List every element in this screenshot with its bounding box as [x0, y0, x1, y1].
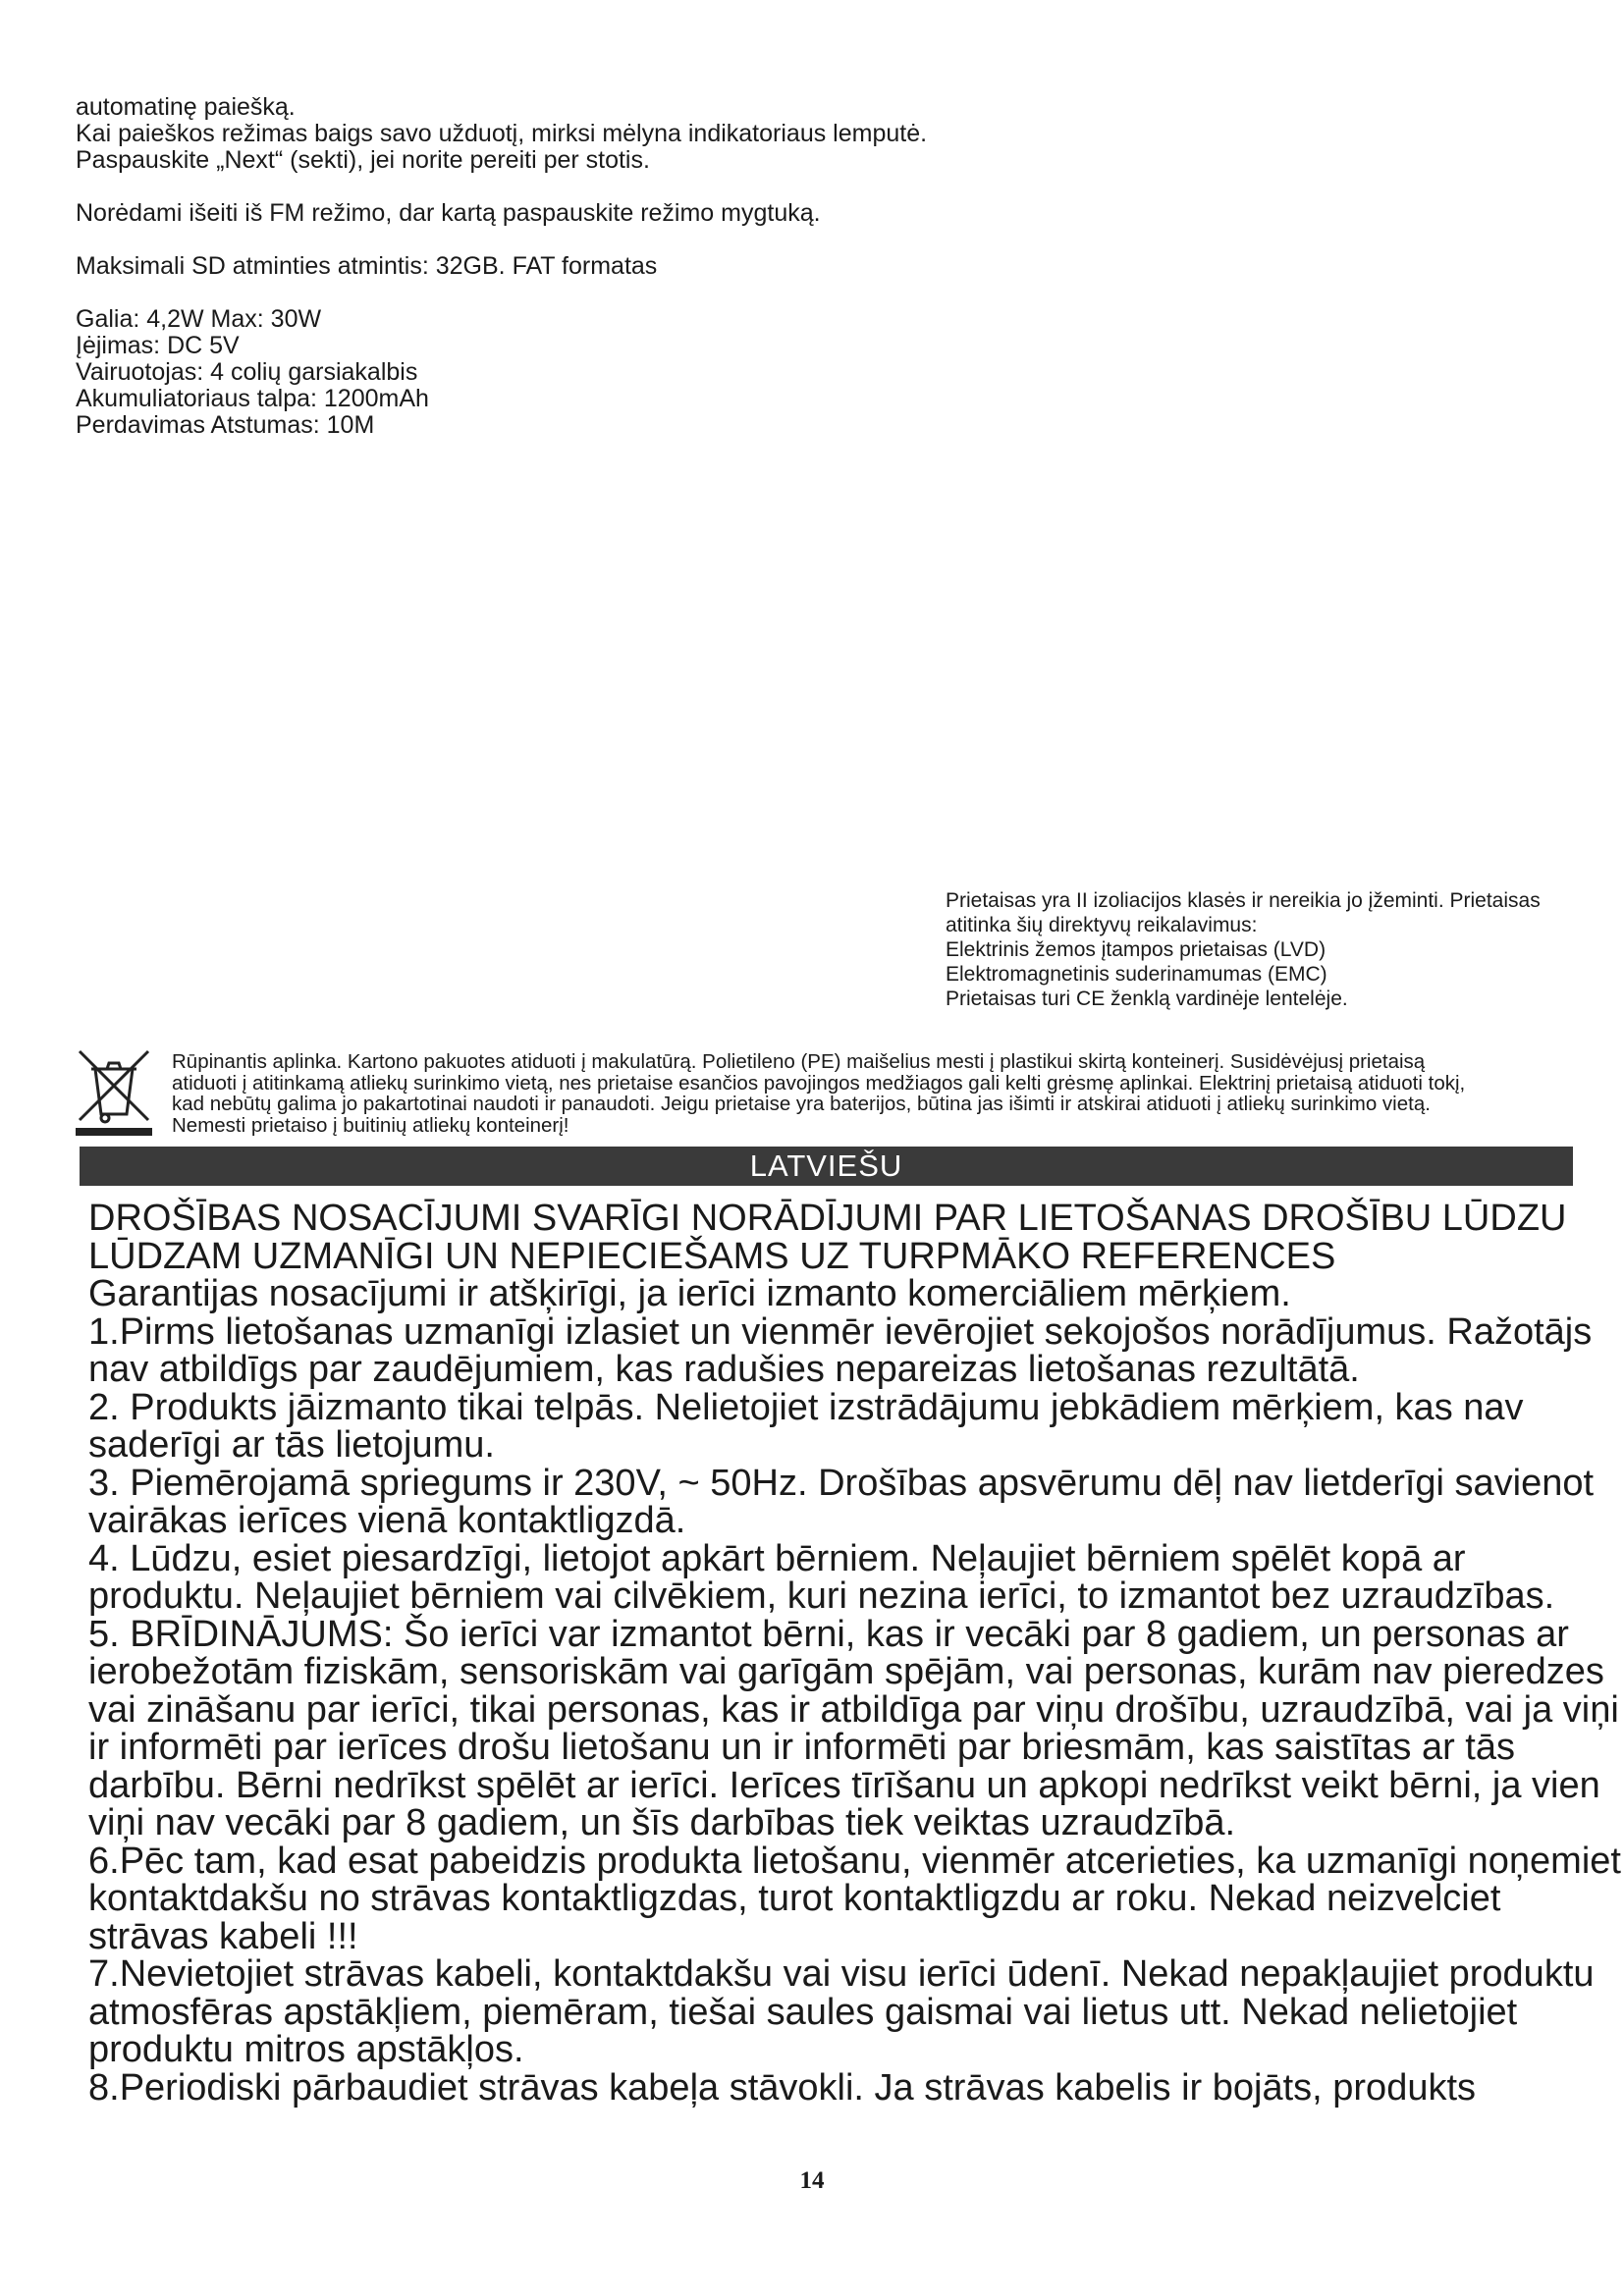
text-line: 5. BRĪDINĀJUMS: Šo ierīci var izmantot bērni, kas ir vecāki par 8 gadiem, un personas ar [88, 1613, 1569, 1655]
text-line: vai zināšanu par ierīci, tikai personas, kas ir atbildīga par viņu drošību, uzraudzībā, vai ja viņi [88, 1688, 1619, 1731]
text-line: Maksimali SD atminties atmintis: 32GB. FAT formatas [76, 252, 658, 280]
text-line: vairākas ierīces vienā kontaktligzdā. [88, 1500, 686, 1541]
text-line: saderīgi ar tās lietojumu. [88, 1424, 495, 1466]
text-line: nav atbildīgs par zaudējumiem, kas radušies nepareizas lietošanas rezultātā. [88, 1349, 1360, 1390]
text-line: 4. Lūdzu, esiet piesardzīgi, lietojot apkārt bērniem. Neļaujiet bērniem spēlēt kopā ar [88, 1537, 1466, 1579]
spec-line: Akumuliatoriaus talpa: 1200mAh [76, 385, 429, 412]
text-line: Norėdami išeiti iš FM režimo, dar kartą paspauskite režimo mygtuką. [76, 199, 821, 227]
safety-class-info [946, 888, 1574, 1011]
text-line: atmosfēras apstākļiem, piemēram, tiešai saules gaismai vai lietus utt. Nekad nelietojiet [88, 1991, 1518, 2033]
lithuanian-instructions [76, 94, 1156, 439]
text-line: Prietaisas turi CE ženklą vardinėje lentelėje. [946, 988, 1348, 1010]
text-line: Paspauskite „Next“ (sekti), jei norite pereiti per stotis. [76, 146, 650, 174]
text-line: automatinę paiešką. [76, 93, 296, 121]
spec-line: Vairuotojas: 4 colių garsiakalbis [76, 358, 418, 386]
environment-notice: Rūpinantis aplinka. Kartono pakuotes atiduoti į makulatūrą. Polietileno (PE) maišelius mesti į plastikui skirtą konteinerį. Susidėvėjusį prietaisą atiduoti į atitinkamą atliekų surinkimo vietą, nes prietaise esančios pavojingos medžiagos gali kelti grėsmę aplinkai. Elektrinį prietaisą atiduoti tokį, kad nebūtų galima jo pakartotinai naudoti ir panaudoti. Jeigu prietaise yra baterijos, būtina jas išimti ir atskirai atiduoti į atliekų surinkimo vietą. Nemesti prietaiso į buitinių atliekų konteinerį! [172, 1050, 1466, 1137]
text-line: kontaktdakšu no strāvas kontaktligzdas, turot kontaktligzdu ar roku. Nekad neizvelciet [88, 1878, 1501, 1919]
text-line: 8.Periodiski pārbaudiet strāvas kabeļa stāvokli. Ja strāvas kabelis ir bojāts, produkts [88, 2066, 1477, 2109]
page-number: 14 [799, 2167, 825, 2194]
spec-line: Įėjimas: DC 5V [76, 332, 240, 359]
text-line: Elektrinis žemos įtampos prietaisas (LVD) [946, 938, 1326, 961]
text-line: Kai paieškos režimas baigs savo užduotį, mirksi mėlyna indikatoriaus lemputė. [76, 120, 928, 147]
text-line: ir informēti par ierīces drošu lietošanu un ir informēti par briesmām, kas saistītas ar tās [88, 1727, 1515, 1768]
section-banner: LATVIEŠU [80, 1147, 1573, 1186]
latvian-safety-instructions [88, 1198, 1621, 2109]
text-line: 2. Produkts jāizmanto tikai telpās. Nelietojiet izstrādājumu jebkādiem mērķiem, kas nav [88, 1386, 1524, 1428]
text-line: atitinka šių direktyvų reikalavimus: [946, 914, 1258, 936]
text-line: ierobežotām fiziskām, sensoriskām vai garīgām spējām, vai personas, kurām nav pieredzes [88, 1651, 1604, 1692]
spec-line: Perdavimas Atstumas: 10M [76, 411, 375, 439]
text-line: strāvas kabeli !!! [88, 1915, 358, 1957]
text-line: produktu. Neļaujiet bērniem vai cilvēkiem, kuri nezina ierīci, to izmantot bez uzraudzības. [88, 1575, 1555, 1617]
text-line: darbību. Bērni nedrīkst spēlēt ar ierīci. Ierīces tīrīšanu un apkopi nedrīkst veikt bērni, ja vien [88, 1764, 1600, 1806]
text-line: Prietaisas yra II izoliacijos klasės ir nereikia jo įžeminti. Prietaisas [946, 889, 1541, 912]
text-line: 7.Nevietojiet strāvas kabeli, kontaktdakšu vai visu ierīci ūdenī. Nekad nepakļaujiet produktu [88, 1953, 1595, 1995]
text-line: Garantijas nosacījumi ir atšķirīgi, ja ierīci izmanto komerciāliem mērķiem. [88, 1273, 1291, 1314]
text-line: viņi nav vecāki par 8 gadiem, un šīs darbības tiek veiktas uzraudzībā. [88, 1802, 1236, 1843]
crossed-out-bin-icon [74, 1043, 154, 1137]
spec-line: Galia: 4,2W Max: 30W [76, 305, 322, 333]
heading-line: LŪDZAM UZMANĪGI UN NEPIECIEŠAMS UZ TURPMĀKO REFERENCES [88, 1235, 1336, 1277]
text-line: 1.Pirms lietošanas uzmanīgi izlasiet un vienmēr ievērojiet sekojošos norādījumus. Ražotājs [88, 1310, 1593, 1353]
heading-line: DROŠĪBAS NOSACĪJUMI SVARĪGI NORĀDĪJUMI PAR LIETOŠANAS DROŠĪBU LŪDZU [88, 1198, 1567, 1239]
text-line: 3. Piemērojamā spriegums ir 230V, ~ 50Hz. Drošības apsvērumu dēļ nav lietderīgi savienot [88, 1462, 1595, 1504]
text-line: produktu mitros apstākļos. [88, 2029, 524, 2070]
text-line: 6.Pēc tam, kad esat pabeidzis produkta lietošanu, vienmēr atcerieties, ka uzmanīgi noņemiet [88, 1840, 1621, 1882]
text-line: Elektromagnetinis suderinamumas (EMC) [946, 963, 1327, 986]
